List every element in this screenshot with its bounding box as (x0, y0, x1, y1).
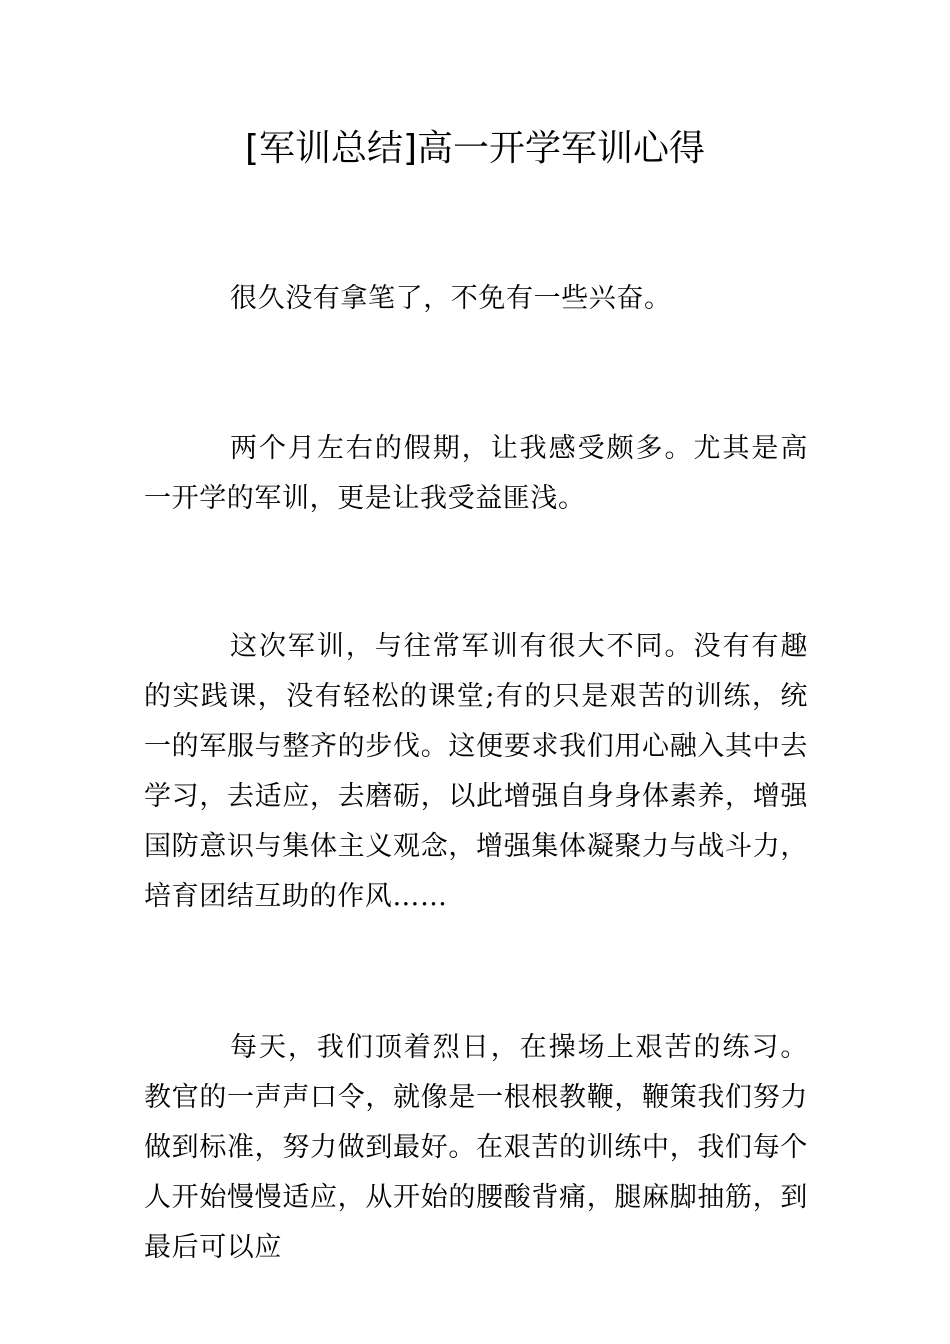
paragraph-1: 很久没有拿笔了，不免有一些兴奋。 (230, 283, 672, 314)
paragraph-3: 这次军训，与往常军训有很大不同。没有有趣的实践课，没有轻松的课堂;有的只是艰苦的训练，统一的军服与整齐的步伐。这便要求我们用心融入其中去学习，去适应，去磨砺，以此增强自身身体素养，增强国防意识与集体主义观念，增强集体凝聚力与战斗力，培育团结互助的作风…… (144, 631, 808, 912)
paragraph-2: 两个月左右的假期，让我感受颇多。尤其是高一开学的军训，更是让我受益匪浅。 (144, 433, 808, 514)
paragraph-4: 每天，我们顶着烈日，在操场上艰苦的练习。教官的一声声口令，就像是一根根教鞭，鞭策我们努力做到标准，努力做到最好。在艰苦的训练中，我们每个人开始慢慢适应，从开始的腰酸背痛，腿麻脚抽筋，到最后可以应 (144, 1032, 808, 1263)
document-title: [军训总结]高一开学军训心得 (244, 128, 706, 169)
